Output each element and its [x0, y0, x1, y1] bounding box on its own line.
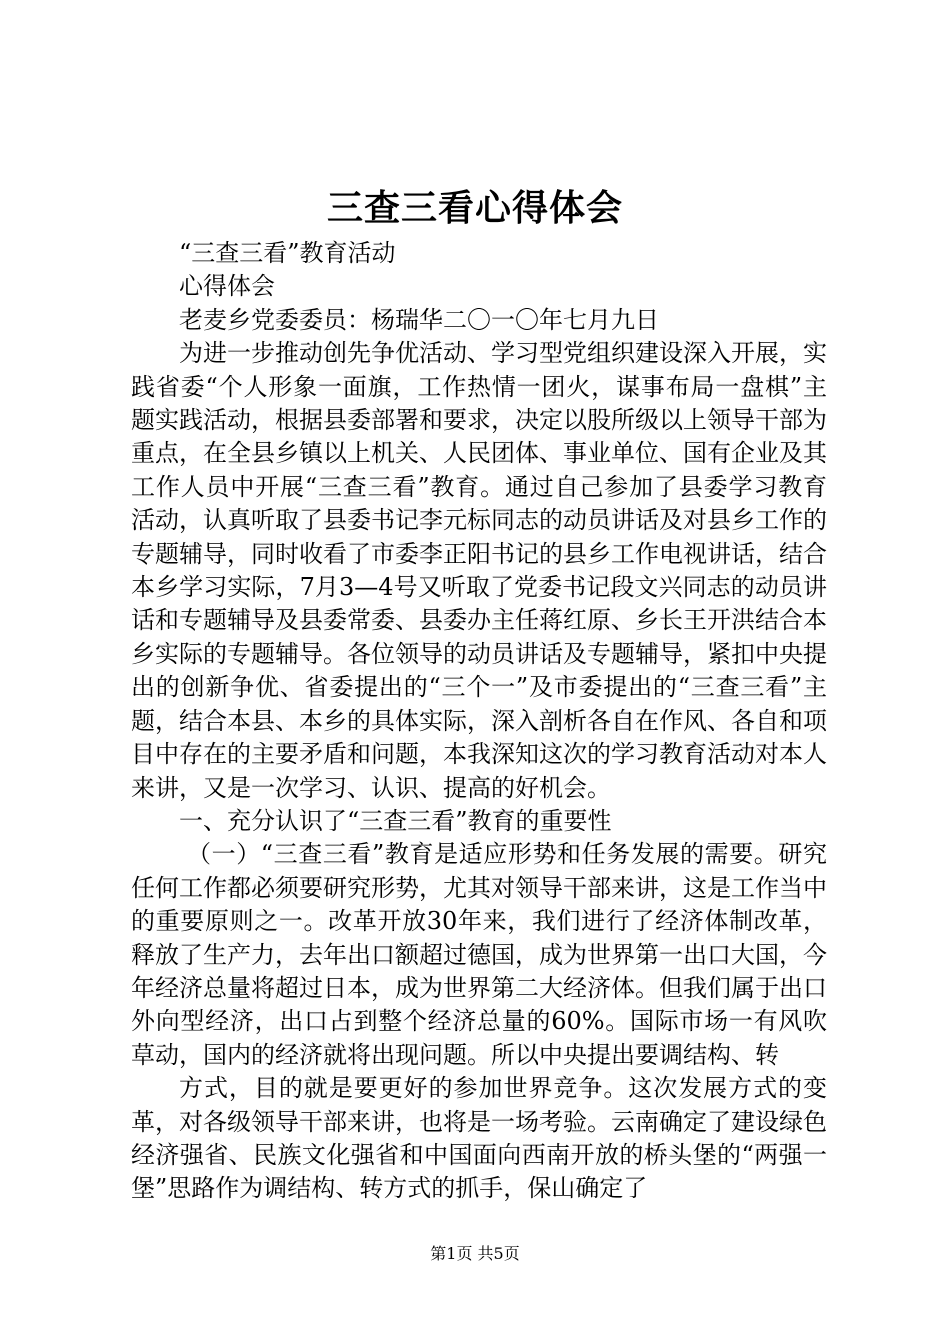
heading-activity: “三查三看”教育活动 — [179, 239, 396, 267]
section-heading: 一、充分认识了“三查三看”教育的重要性 — [179, 806, 612, 835]
document-title: 三查三看心得体会 — [326, 187, 623, 229]
heading-subtitle: 心得体会 — [179, 272, 275, 301]
document-body — [131, 237, 827, 1206]
author-line: 老麦乡党委委员：杨瑞华二〇一〇年七月九日 — [179, 305, 659, 334]
body-paragraph: （一）“三查三看”教育是适应形势和任务发展的需要。研究任何工作都必须要研究形势，尤其对领导干部来讲，这是工作当中的重要原则之一。改革开放30年来，我们进行了经济体制改革，释放了生产力，去年出口额超过德国，成为世界第一出口大国，今年经济总量将超过日本，成为世界第二大经济体。但我们属于出口外向型经济，出口占到整个经济总量的60%。国际市场一有风吹草动，国内的经济就将出现问题。所以中央提出要调结构、转 — [131, 840, 827, 1069]
page-number: 第1页 共5页 — [430, 1244, 520, 1263]
body-paragraph: 为进一步推动创先争优活动、学习型党组织建设深入开展，实践省委“个人形象一面旗，工作热情一团火，谋事布局一盘棋”主题实践活动，根据县委部署和要求，决定以股所级以上领导干部为重点，在全县乡镇以上机关、人民团体、事业单位、国有企业及其工作人员中开展“三查三看”教育。通过自己参加了县委学习教育活动，认真听取了县委书记李元标同志的动员讲话及对县乡工作的专题辅导，同时收看了市委李正阳书记的县乡工作电视讲话，结合本乡学习实际，7月3—4号又听取了党委书记段文兴同志的动员讲话和专题辅导及县委常委、县委办主任蒋红原、乡长王开洪结合本乡实际的专题辅导。各位领导的动员讲话及专题辅导，紧扣中央提出的创新争优、省委提出的“三个一”及市委提出的“三查三看”主题，结合本县、本乡的具体实际，深入剖析各自在作风、各自和项目中存在的主要矛盾和问题，本我深知这次的学习教育活动对本人来讲，又是一次学习、认识、提高的好机会。 — [131, 339, 827, 802]
body-paragraph: 方式，目的就是要更好的参加世界竞争。这次发展方式的变革，对各级领导干部来讲，也将是一场考验。云南确定了建设绿色经济强省、民族文化强省和中国面向西南开放的桥头堡的“两强一堡”思路作为调结构、转方式的抓手，保山确定了 — [131, 1074, 827, 1203]
